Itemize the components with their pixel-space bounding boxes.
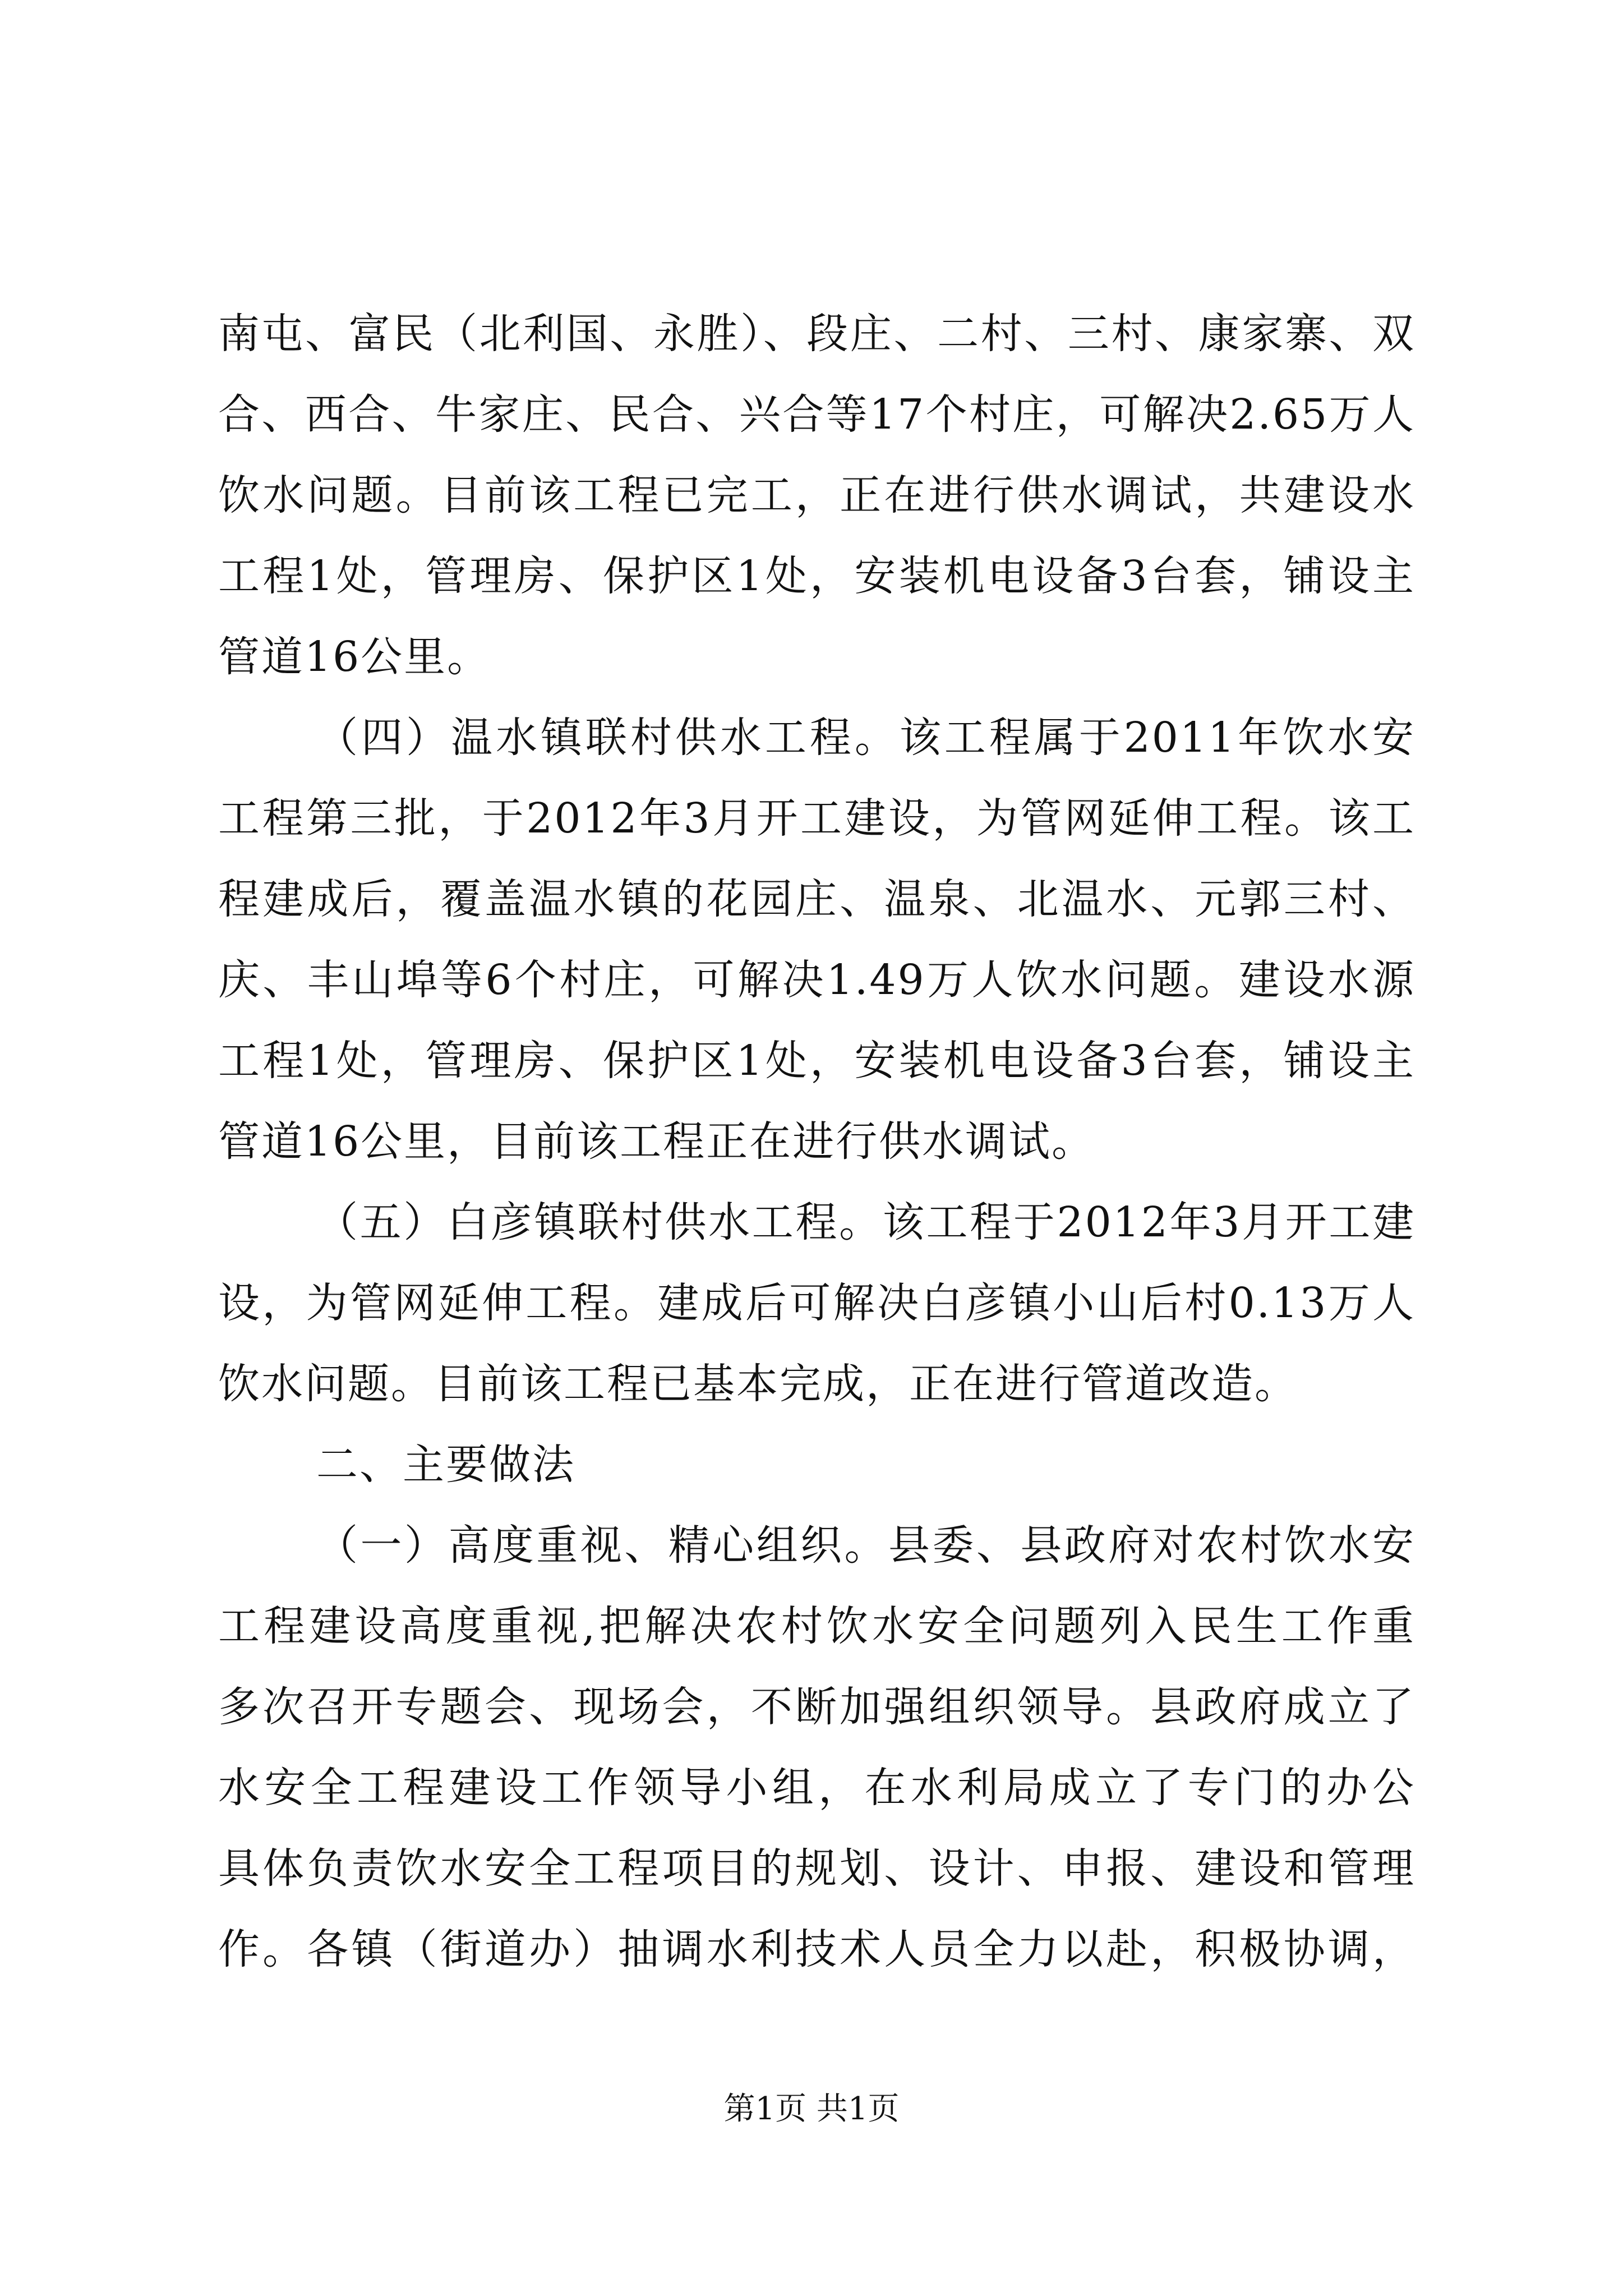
paragraph-line: 工程1处，管理房、保护区1处，安装机电设备3台套，铺设主	[218, 552, 1415, 600]
page-footer: 第1页 共1页	[723, 2091, 900, 2127]
paragraph-line: 具体负责饮水安全工程项目的规划、设计、申报、建设和管理	[218, 1844, 1415, 1893]
paragraph-line: 水安全工程建设工作领导小组，在水利局成立了专门的办公	[218, 1764, 1415, 1812]
paragraph-line: 工程建设高度重视,把解决农村饮水安全问题列入民生工作重	[218, 1602, 1415, 1650]
paragraph-line: 设，为管网延伸工程。建成后可解决白彦镇小山后村0.13万人	[218, 1279, 1415, 1327]
paragraph-line: 多次召开专题会、现场会，不断加强组织领导。县政府成立了	[218, 1683, 1415, 1731]
paragraph-line: 程建成后，覆盖温水镇的花园庄、温泉、北温水、元郭三村、	[218, 875, 1415, 923]
paragraph-line: 作。各镇（街道办）抽调水利技术人员全力以赴，积极协调，	[218, 1925, 1415, 1973]
paragraph-line: 工程1处，管理房、保护区1处，安装机电设备3台套，铺设主	[218, 1037, 1415, 1085]
paragraph-line: 南屯、富民（北利国、永胜）、段庄、二村、三村、康家寨、双	[218, 310, 1415, 358]
paragraph-line: 合、西合、牛家庄、民合、兴合等17个村庄，可解决2.65万人	[218, 390, 1415, 439]
section-heading: 二、主要做法	[316, 1441, 575, 1489]
paragraph-line: 庆、丰山埠等6个村庄，可解决1.49万人饮水问题。建设水源	[218, 956, 1415, 1004]
paragraph-line: 管道16公里，目前该工程正在进行供水调试。	[218, 1117, 1095, 1166]
paragraph-line: （四）温水镇联村供水工程。该工程属于2011年饮水安	[316, 714, 1415, 762]
paragraph-line: （一）高度重视、精心组织。县委、县政府对农村饮水安	[316, 1521, 1415, 1570]
paragraph-line: 饮水问题。目前该工程已完工，正在进行供水调试，共建设水	[218, 471, 1415, 519]
paragraph-line: （五）白彦镇联村供水工程。该工程于2012年3月开工建	[316, 1198, 1415, 1246]
paragraph-line: 饮水问题。目前该工程已基本完成，正在进行管道改造。	[218, 1360, 1298, 1408]
paragraph-line: 管道16公里。	[218, 633, 491, 681]
paragraph-line: 工程第三批，于2012年3月开工建设，为管网延伸工程。该工	[218, 794, 1415, 843]
